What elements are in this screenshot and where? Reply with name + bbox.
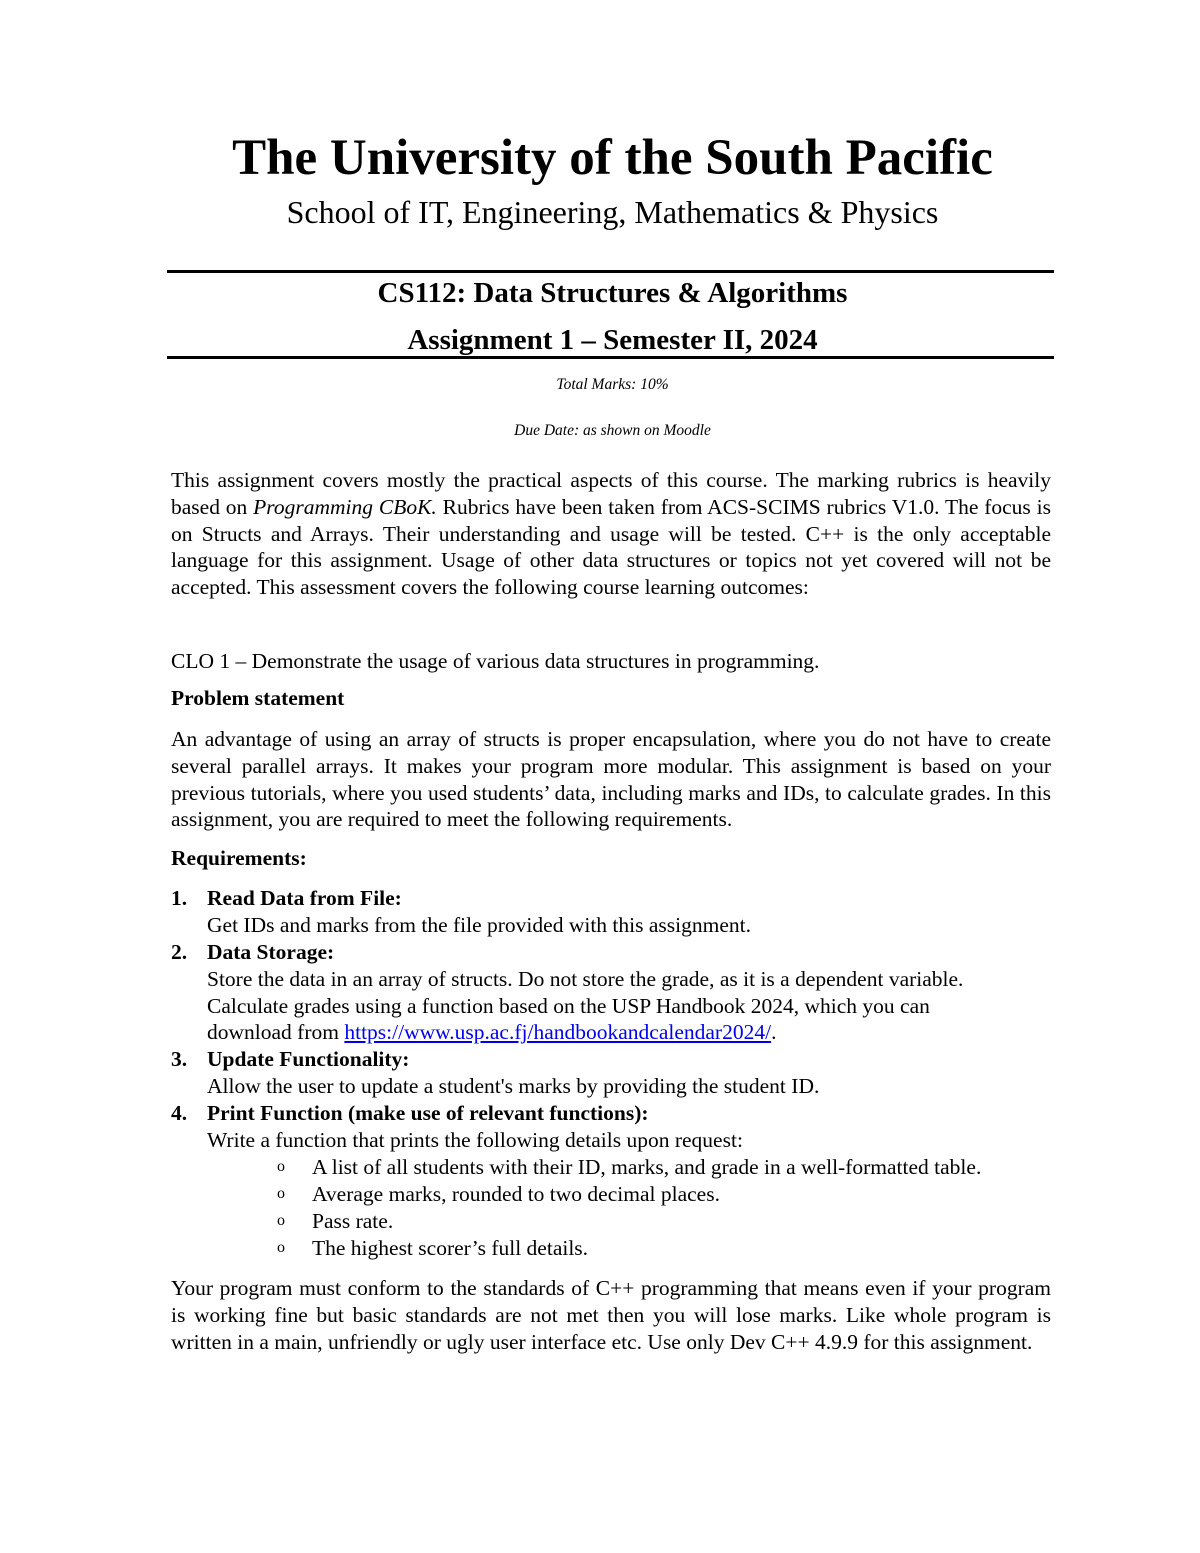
problem-heading: Problem statement	[171, 686, 345, 710]
requirement-title: Print Function (make use of relevant functions):	[207, 1101, 649, 1125]
bullet-mark-icon: o	[277, 1158, 285, 1175]
bullet-text: The highest scorer’s full details.	[312, 1236, 589, 1260]
requirement-line	[207, 1019, 1067, 1046]
bullet-text: A list of all students with their ID, marks, and grade in a well-formatted table.	[312, 1155, 982, 1179]
school-name: School of IT, Engineering, Mathematics & Physics	[286, 194, 939, 230]
total-marks: Total Marks: 10%	[556, 376, 669, 393]
requirement-line: Allow the user to update a student's marks by providing the student ID.	[207, 1073, 820, 1098]
link-prefix: download from	[207, 1020, 345, 1045]
requirement-number: 1.	[171, 886, 188, 910]
requirement-title: Update Functionality:	[207, 1047, 410, 1071]
requirement-body	[207, 1073, 1067, 1100]
bullet-mark-icon: o	[277, 1212, 285, 1229]
bullet-text: Pass rate.	[312, 1209, 394, 1233]
requirement-title: Read Data from File:	[207, 886, 402, 910]
header-rule-top	[167, 270, 1054, 273]
intro-text-part1: This assignment covers mostly the practical aspects of this course. The marking rubrics is heavily based on	[171, 468, 1051, 519]
requirement-line: Store the data in an array of structs. Do not store the grade, as it is a dependent variable.	[207, 966, 964, 991]
bullet-mark-icon: o	[277, 1185, 285, 1202]
requirement-number: 2.	[171, 940, 188, 964]
assignment-title: Assignment 1 – Semester II, 2024	[407, 324, 818, 356]
bullet-mark-icon: o	[277, 1239, 285, 1256]
problem-paragraph: An advantage of using an array of structs is proper encapsulation, where you do not have to create several parallel arrays. It makes your program more modular. This assignment is based on your previous tutorials, where you used students’ data, including marks and IDs, to calculate grades. In this assignment, you are required to meet the following requirements.	[171, 727, 1051, 832]
due-date: Due Date: as shown on Moodle	[514, 422, 711, 439]
course-learning-outcome: CLO 1 – Demonstrate the usage of various data structures in programming.	[171, 649, 820, 673]
closing-paragraph: Your program must conform to the standards of C++ programming that means even if your program is working fine but basic standards are not met then you will lose marks. Like whole program is written in a main, unfriendly or ugly user interface etc. Use only Dev C++ 4.9.9 for this assignment.	[171, 1276, 1051, 1354]
document-page	[171, 0, 1054, 1553]
link-suffix: .	[771, 1020, 777, 1045]
bullet-text: Average marks, rounded to two decimal places.	[312, 1182, 720, 1206]
handbook-link[interactable]: https://www.usp.ac.fj/handbookandcalendar2024/	[344, 1020, 772, 1045]
requirement-title: Data Storage:	[207, 940, 335, 964]
university-title: The University of the South Pacific	[232, 130, 993, 186]
requirement-number: 4.	[171, 1101, 188, 1125]
requirement-line: Get IDs and marks from the file provided with this assignment.	[207, 912, 751, 937]
header-rule-bottom	[167, 356, 1054, 359]
requirements-heading: Requirements:	[171, 846, 307, 870]
requirement-line: Write a function that prints the following details upon request:	[207, 1127, 743, 1152]
requirement-body	[207, 1127, 1067, 1154]
requirement-body	[207, 912, 1067, 939]
requirement-body	[207, 966, 1067, 1046]
requirement-line: Calculate grades using a function based on the USP Handbook 2024, which you can	[207, 993, 930, 1018]
intro-text-part2: Rubrics have been taken from ACS-SCIMS rubrics V1.0. The focus is on Structs and Arrays. Their understanding and usage will be tested. C++ is the only acceptable language for this assignment. Usage of other data structures or topics not yet covered will not be accepted. This assessment covers the following course learning outcomes:	[171, 494, 1051, 600]
intro-paragraph	[171, 467, 1051, 601]
requirement-number: 3.	[171, 1047, 188, 1071]
course-title: CS112: Data Structures & Algorithms	[377, 277, 848, 309]
intro-emphasis: Programming CBoK.	[253, 494, 437, 519]
